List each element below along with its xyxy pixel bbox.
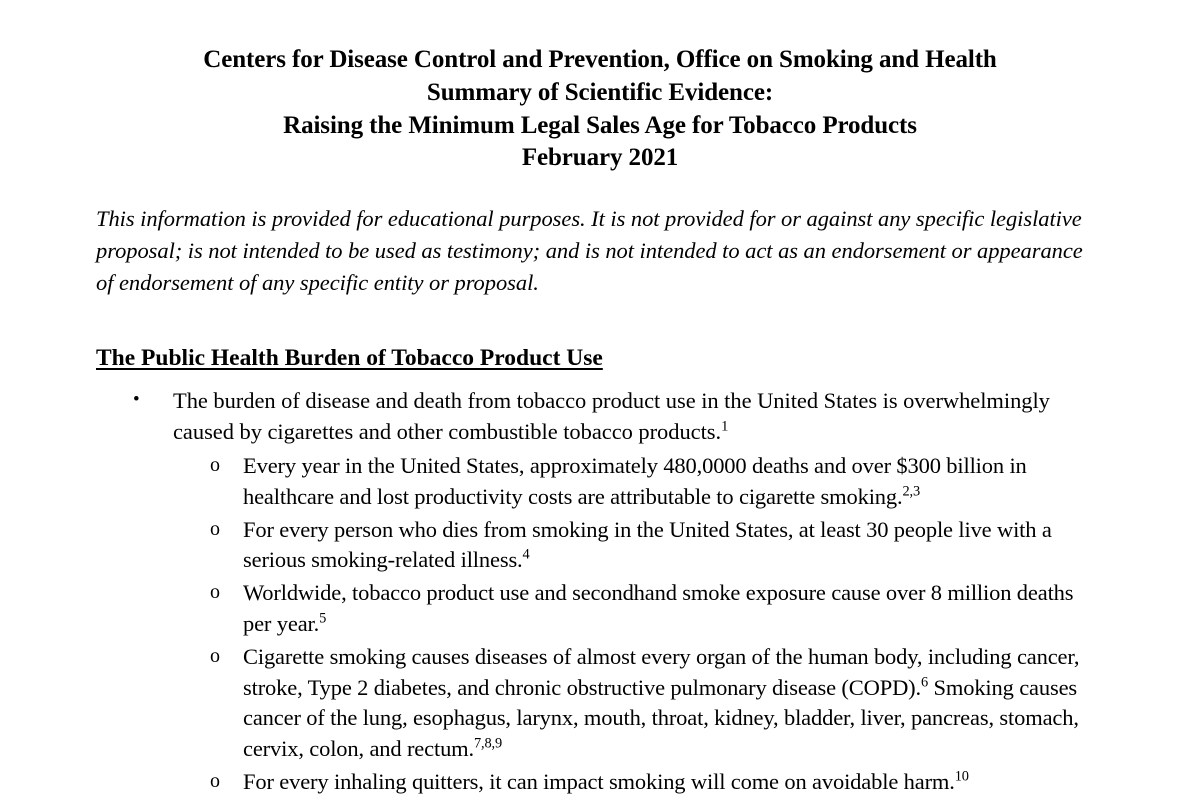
list-item xyxy=(173,578,1104,640)
disclaimer-text: This information is provided for educational purposes. It is not provided for or against any specific legislative proposal; is not intended to be used as testimony; and is not intended to act as an endorsement or appearance of endorsement of any specific entity or proposal. xyxy=(96,206,1083,295)
bullet-list xyxy=(96,386,1104,795)
section-heading-wrapper xyxy=(96,321,1104,372)
footnote-ref: 2,3 xyxy=(902,483,921,500)
section-heading: The Public Health Burden of Tobacco Product Use xyxy=(96,345,603,372)
list-item-text: Cigarette smoking causes diseases of almost every organ of the human body, including cancer, stroke, Type 2 diabetes, and chronic obstructive pulmonary disease (COPD). xyxy=(243,643,1080,700)
list-item-text: The burden of disease and death from tobacco product use in the United States is overwhelmingly caused by cigarettes and other combustible tobacco products. xyxy=(173,388,1050,445)
sub-bullet-marker: o xyxy=(210,453,220,476)
list-item-text-continued: Smoking causes cancer of the lung, esophagus, larynx, mouth, throat, kidney, bladder, liver, pancreas, stomach, cervix, colon, and rectum. xyxy=(243,674,1079,762)
list-item xyxy=(96,386,1104,795)
list-item-text: For every inhaling quitters, it can impact smoking will come on avoidable harm. xyxy=(243,769,955,795)
footnote-ref: 5 xyxy=(319,610,327,627)
list-item-text: Worldwide, tobacco product use and secondhand smoke exposure cause over 8 million deaths per year. xyxy=(243,580,1074,636)
title-line-4: February 2021 xyxy=(521,144,679,172)
sub-bullet-marker: o xyxy=(210,581,220,604)
list-item-text: Every year in the United States, approximately 480,0000 deaths and over $300 billion in healthcare and lost productivity costs are attributable to cigarette smoking. xyxy=(243,452,1027,509)
bullet-marker: • xyxy=(133,389,140,411)
document-title xyxy=(96,44,1104,175)
sub-bullet-list xyxy=(173,451,1104,795)
list-item-text: For every person who dies from smoking in the United States, at least 30 people live with a serious smoking-related illness. xyxy=(243,516,1052,573)
list-item xyxy=(173,451,1104,513)
footnote-ref: 10 xyxy=(954,768,969,785)
list-item xyxy=(173,515,1104,577)
sub-bullet-marker: o xyxy=(210,770,220,793)
title-line-2: Summary of Scientific Evidence: xyxy=(426,78,774,106)
sub-bullet-marker: o xyxy=(210,644,220,667)
sub-bullet-marker: o xyxy=(210,517,220,540)
footnote-ref: 4 xyxy=(522,546,530,563)
footnote-ref: 6 xyxy=(921,674,929,691)
footnote-ref-2: 7,8,9 xyxy=(474,735,503,752)
title-line-1: Centers for Disease Control and Prevention, Office on Smoking and Health xyxy=(203,46,997,73)
title-line-3: Raising the Minimum Legal Sales Age for Tobacco Products xyxy=(283,111,917,139)
footnote-ref: 1 xyxy=(721,418,729,435)
list-item xyxy=(173,767,1104,795)
list-item xyxy=(173,642,1104,765)
